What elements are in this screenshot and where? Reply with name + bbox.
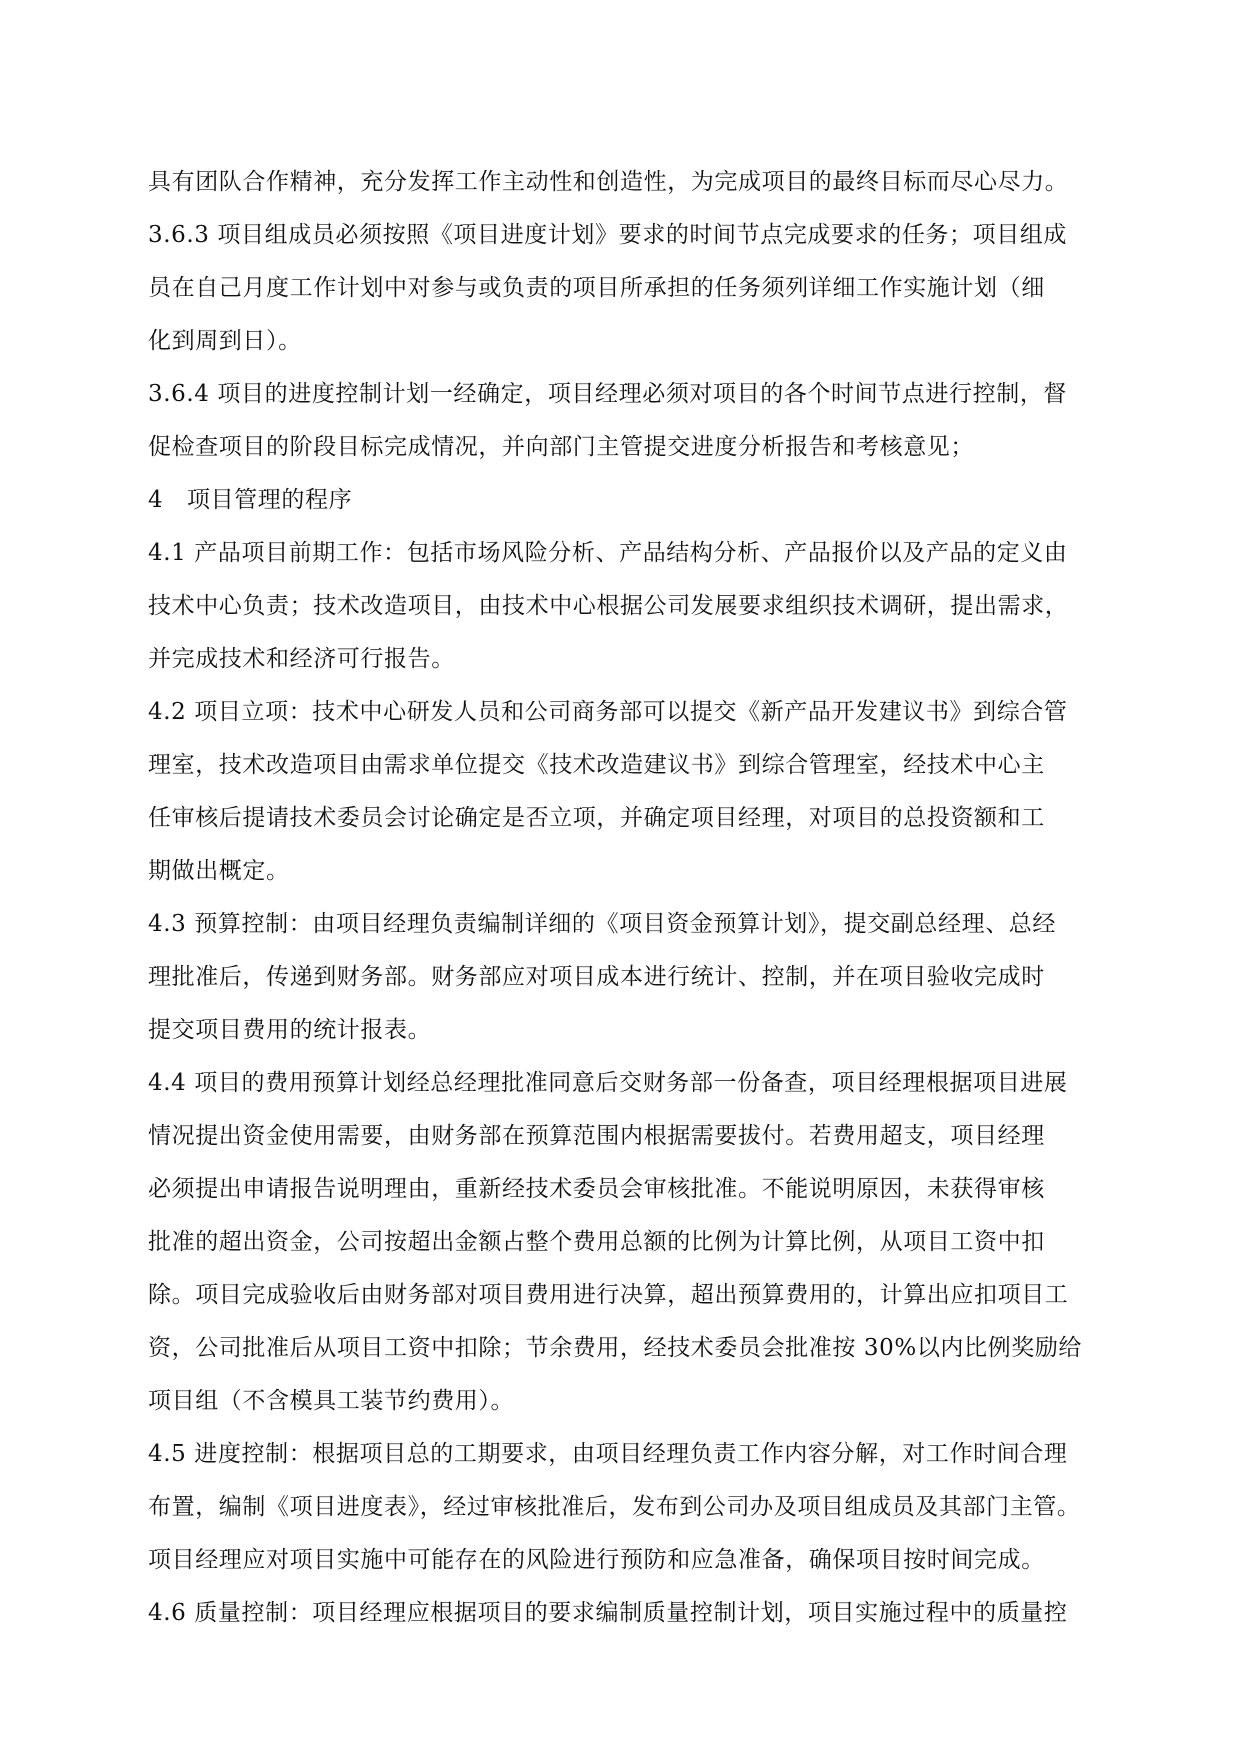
paragraph-3-6-3 [148, 209, 1108, 368]
section-heading: 4 项目管理的程序 [148, 487, 353, 513]
text-line: 布置，编制《项目进度表》，经过审核批准后，发布到公司办及项目组成员及其部门主管。 [148, 1494, 1081, 1520]
text-line: 促检查项目的阶段目标完成情况，并向部门主管提交进度分析报告和考核意见； [148, 434, 974, 460]
text-line: 具有团队合作精神，充分发挥工作主动性和创造性，为完成项目的最终目标而尽心尽力。 [148, 169, 1069, 195]
text-line: 必须提出申请报告说明理由，重新经技术委员会审核批准。不能说明原因，未获得审核 [148, 1176, 1045, 1202]
text-line: 任审核后提请技术委员会讨论确定是否立项，并确定项目经理，对项目的总投资额和工 [148, 805, 1045, 831]
text-line: 4.2 项目立项：技术中心研发人员和公司商务部可以提交《新产品开发建议书》到综合管 [148, 699, 1068, 725]
text-line: 除。项目完成验收后由财务部对项目费用进行决算，超出预算费用的，计算出应扣项目工 [148, 1282, 1069, 1308]
section-heading-4 [148, 474, 1108, 527]
paragraph-teamwork [148, 156, 1108, 209]
text-line: 项目组（不含模具工装节约费用）。 [148, 1388, 515, 1414]
text-line: 项目经理应对项目实施中可能存在的风险进行预防和应急准备，确保项目按时间完成。 [148, 1547, 1045, 1573]
text-line: 理批准后，传递到财务部。财务部应对项目成本进行统计、控制，并在项目验收完成时 [148, 964, 1045, 990]
paragraph-3-6-4 [148, 368, 1108, 474]
text-line: 4.6 质量控制：项目经理应根据项目的要求编制质量控制计划，项目实施过程中的质量控 [148, 1600, 1068, 1626]
paragraph-4-3 [148, 898, 1108, 1057]
text-line: 理室，技术改造项目由需求单位提交《技术改造建议书》到综合管理室，经技术中心主 [148, 752, 1045, 778]
text-line: 化到周到日）。 [148, 328, 302, 354]
text-line: 4.1 产品项目前期工作：包括市场风险分析、产品结构分析、产品报价以及产品的定义由 [148, 540, 1068, 566]
paragraph-4-5 [148, 1428, 1108, 1587]
text-line: 并完成技术和经济可行报告。 [148, 646, 455, 672]
text-line: 员在自己月度工作计划中对参与或负责的项目所承担的任务须列详细工作实施计划（细 [148, 275, 1045, 301]
text-line: 提交项目费用的统计报表。 [148, 1017, 432, 1043]
text-line: 期做出概定。 [148, 858, 290, 884]
paragraph-4-1 [148, 527, 1108, 686]
text-line: 情况提出资金使用需要，由财务部在预算范围内根据需要拔付。若费用超支，项目经理 [148, 1123, 1045, 1149]
text-line: 3.6.4 项目的进度控制计划一经确定，项目经理必须对项目的各个时间节点进行控制，督 [148, 381, 1068, 407]
paragraph-4-2 [148, 686, 1108, 898]
text-line: 3.6.3 项目组成员必须按照《项目进度计划》要求的时间节点完成要求的任务；项目组成 [148, 222, 1068, 248]
text-line: 技术中心负责；技术改造项目，由技术中心根据公司发展要求组织技术调研，提出需求， [148, 593, 1069, 619]
paragraph-4-4 [148, 1057, 1108, 1428]
text-line: 4.3 预算控制：由项目经理负责编制详细的《项目资金预算计划》，提交副总经理、总经 [148, 911, 1056, 937]
text-line: 批准的超出资金，公司按超出金额占整个费用总额的比例为计算比例，从项目工资中扣 [148, 1229, 1045, 1255]
document-body [148, 156, 1108, 1640]
text-line: 4.4 项目的费用预算计划经总经理批准同意后交财务部一份备查，项目经理根据项目进展 [148, 1070, 1068, 1096]
text-line: 4.5 进度控制：根据项目总的工期要求，由项目经理负责工作内容分解，对工作时间合理 [148, 1441, 1068, 1467]
text-line: 资，公司批准后从项目工资中扣除；节余费用，经技术委员会批准按 30%以内比例奖励给 [148, 1335, 1083, 1361]
paragraph-4-6 [148, 1587, 1108, 1640]
